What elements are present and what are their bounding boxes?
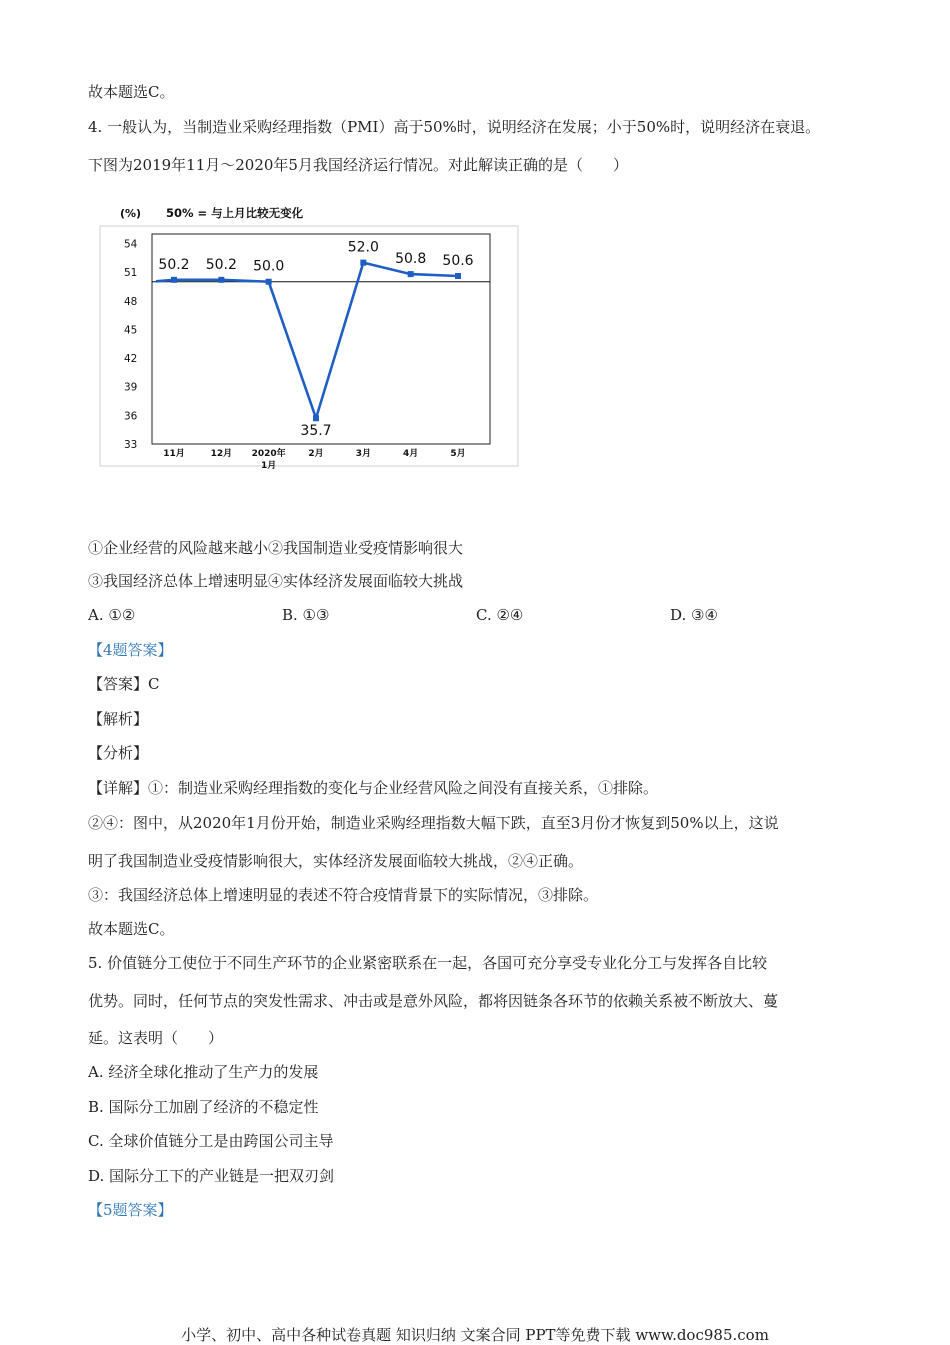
- question-4-answer-heading: 【4题答案】: [88, 641, 173, 659]
- detail-line-4: ③：我国经济总体上增速明显的表述不符合疫情背景下的实际情况，③排除。: [88, 886, 599, 904]
- statement-line-2: ③我国经济总体上增速明显④实体经济发展面临较大挑战: [88, 572, 464, 590]
- option-5-d: D. 国际分工下的产业链是一把双刃剑: [88, 1167, 335, 1185]
- y-tick-label: 42: [124, 353, 138, 366]
- pmi-chart: [86, 186, 522, 470]
- data-point: [408, 271, 414, 277]
- answer-line: 【答案】C: [88, 675, 160, 693]
- y-tick-label: 39: [124, 381, 138, 394]
- y-tick-label: 51: [124, 267, 138, 280]
- option-4-c: C. ②④: [476, 606, 524, 624]
- option-5-c: C. 全球价值链分工是由跨国公司主导: [88, 1132, 334, 1150]
- data-point: [218, 277, 224, 283]
- question-5-stem-line-1: 5. 价值链分工使位于不同生产环节的企业紧密联系在一起，各国可充分享受专业化分工与发挥各自比较: [88, 954, 768, 972]
- y-tick-label: 33: [124, 439, 138, 451]
- y-tick-label: 36: [124, 410, 138, 423]
- data-label: 50.6: [442, 253, 474, 269]
- data-label: 50.8: [395, 251, 427, 268]
- option-4-a: A. ①②: [88, 606, 136, 624]
- chart-title: 50% = 与上月比较无变化: [166, 206, 304, 220]
- data-label: 35.7: [300, 423, 332, 440]
- data-point: [266, 279, 272, 285]
- statement-line-1: ①企业经营的风险越来越小②我国制造业受疫情影响很大: [88, 539, 464, 557]
- pmi-chart-svg: [86, 186, 522, 470]
- y-tick-label: 48: [124, 295, 138, 308]
- data-label: 50.0: [253, 258, 285, 275]
- text-line-1: 故本题选C。: [88, 83, 175, 101]
- analysis-heading: 【解析】: [88, 710, 149, 728]
- x-tick-label: 2月: [308, 449, 324, 459]
- question-4-stem-line-2: 下图为2019年11月～2020年5月我国经济运行情况。对此解读正确的是（ ）: [88, 156, 628, 174]
- data-point: [360, 260, 366, 266]
- footer-banner: 小学、初中、高中各种试卷真题 知识归纳 文案合同 PPT等免费下载 www.doc985.com: [181, 1326, 769, 1344]
- x-tick-label: 4月: [403, 449, 419, 459]
- plot-area: [152, 234, 490, 444]
- question-5-answer-heading: 【5题答案】: [88, 1201, 173, 1219]
- conclusion-line: 故本题选C。: [88, 920, 175, 938]
- x-tick-label: 11月: [163, 449, 185, 459]
- question-5-stem-line-3: 延。这表明（ ）: [88, 1029, 224, 1047]
- x-tick-label: 2020年: [251, 449, 286, 459]
- data-label: 50.2: [205, 256, 237, 273]
- data-label: 52.0: [347, 239, 379, 256]
- detail-line-2: ②④：图中，从2020年1月份开始，制造业采购经理指数大幅下跌，直至3月份才恢复到50%以上，这说: [88, 814, 779, 832]
- data-point: [171, 277, 177, 283]
- detail-line-3: 明了我国制造业受疫情影响很大，实体经济发展面临较大挑战，②④正确。: [88, 852, 584, 870]
- x-tick-label: 3月: [355, 449, 371, 459]
- y-unit-label: (%): [120, 207, 142, 220]
- data-point: [455, 273, 461, 279]
- data-point: [313, 415, 319, 421]
- detail-line-1: 【详解】①：制造业采购经理指数的变化与企业经营风险之间没有直接关系，①排除。: [88, 779, 659, 797]
- y-tick-label: 45: [124, 324, 138, 337]
- x-tick-label: 12月: [210, 449, 233, 459]
- data-label: 50.2: [158, 256, 190, 273]
- option-5-b: B. 国际分工加剧了经济的不稳定性: [88, 1098, 319, 1116]
- option-4-d: D. ③④: [670, 606, 718, 624]
- option-4-b: B. ①③: [282, 606, 330, 624]
- option-5-a: A. 经济全球化推动了生产力的发展: [88, 1063, 319, 1081]
- y-tick-label: 54: [124, 238, 138, 251]
- fenxi-heading: 【分析】: [88, 744, 149, 762]
- x-tick-label: 1月: [261, 461, 277, 470]
- x-tick-label: 5月: [450, 449, 466, 459]
- question-4-stem-line-1: 4. 一般认为，当制造业采购经理指数（PMI）高于50%时，说明经济在发展；小于50%时，说明经济在衰退。: [88, 118, 821, 136]
- question-5-stem-line-2: 优势。同时，任何节点的突发性需求、冲击或是意外风险，都将因链条各环节的依赖关系被不断放大、蔓: [88, 992, 779, 1010]
